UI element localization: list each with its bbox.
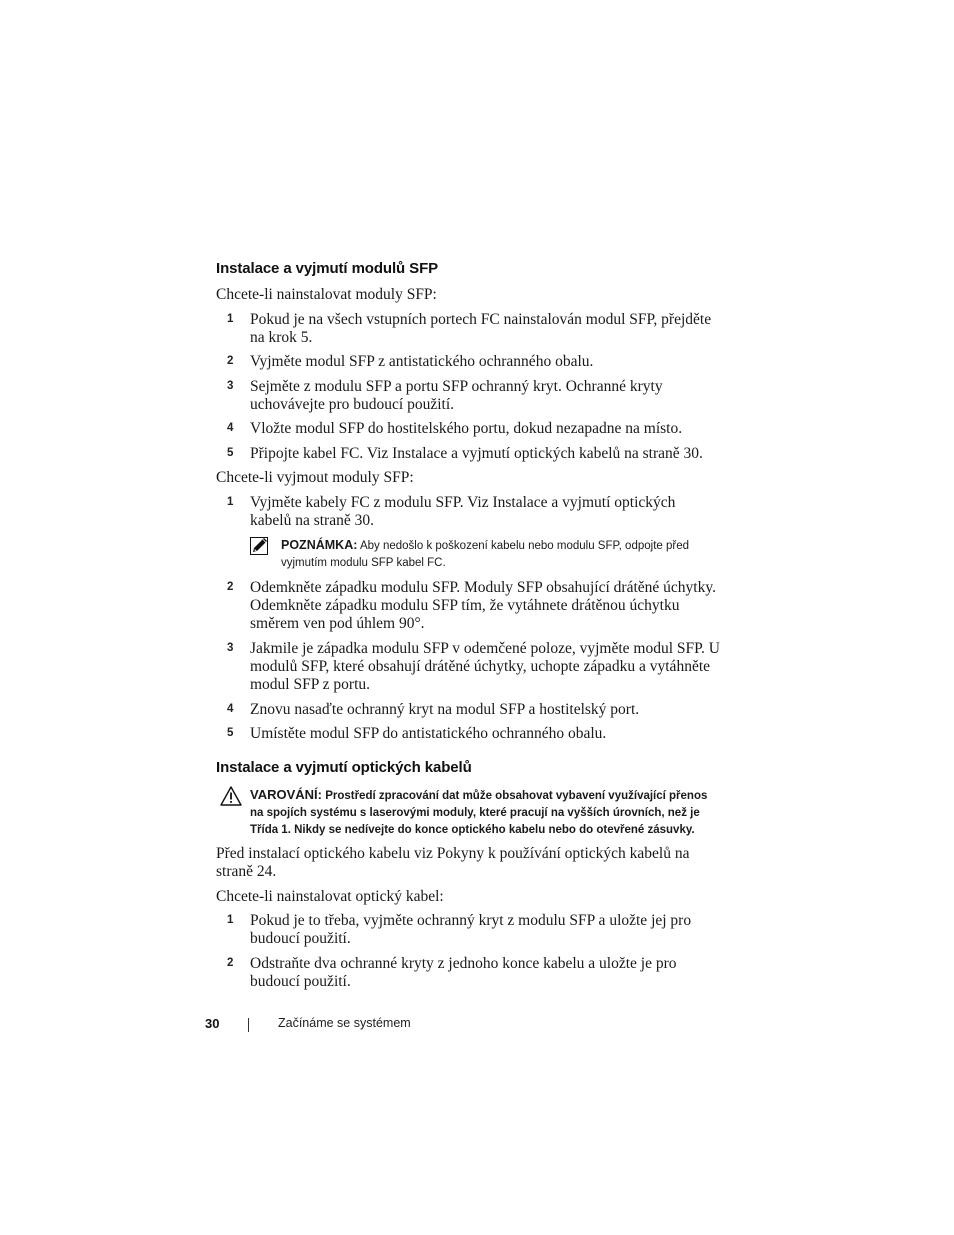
step-number: 3 (227, 642, 234, 654)
step-text: Jakmile je západka modulu SFP v odemčené poloze, vyjměte modul SFP. U modulů SFP, které obsahují drátěné úchytky, uchopte západku a vytáhněte modul SFP z portu. (250, 640, 720, 693)
step-number: 1 (227, 313, 234, 325)
before-install-text: Před instalací optického kabelu viz Pokyny k používání optických kabelů na straně 24. (216, 845, 690, 880)
step-text: Umístěte modul SFP do antistatického ochranného obalu. (250, 725, 607, 742)
step-text: Vyjměte kabely FC z modulu SFP. Viz Instalace a vyjmutí optických kabelů na straně 30. (250, 494, 676, 529)
step-text: Odemkněte západku modulu SFP. Moduly SFP obsahující drátěné úchytky. Odemkněte západku modulu SFP tím, že vytáhnete drátěnou úchytku směrem ven pod úhlem 90°. (250, 579, 716, 632)
step-number: 4 (227, 422, 234, 434)
step-number: 5 (227, 727, 234, 739)
step-number: 2 (227, 957, 234, 969)
section-heading-sfp: Instalace a vyjmutí modulů SFP (216, 260, 439, 277)
page-number: 30 (205, 1016, 220, 1031)
warning-label: VAROVÁNÍ: (250, 787, 322, 802)
step-text: Sejměte z modulu SFP a portu SFP ochranný kryt. Ochranné kryty uchovávejte pro budoucí použití. (250, 378, 663, 413)
note-label: POZNÁMKA: (281, 538, 358, 552)
note-body (281, 537, 721, 572)
footer-divider (248, 1018, 249, 1032)
install-intro-cable: Chcete-li nainstalovat optický kabel: (216, 888, 444, 905)
step-text: Pokud je na všech vstupních portech FC nainstalován modul SFP, přejděte na krok 5. (250, 311, 712, 346)
step-text: Znovu nasaďte ochranný kryt na modul SFP a hostitelský port. (250, 701, 640, 718)
step-text: Vyjměte modul SFP z antistatického ochranného obalu. (250, 353, 594, 370)
footer-doc-title: Začínáme se systémem (278, 1016, 411, 1030)
step-text: Pokud je to třeba, vyjměte ochranný kryt z modulu SFP a uložte jej pro budoucí použití. (250, 912, 692, 947)
step-text: Připojte kabel FC. Viz Instalace a vyjmutí optických kabelů na straně 30. (250, 445, 703, 462)
install-intro-sfp: Chcete-li nainstalovat moduly SFP: (216, 286, 437, 303)
warning-triangle-icon (220, 786, 242, 806)
section-heading-optical-cables: Instalace a vyjmutí optických kabelů (216, 759, 472, 776)
note-pencil-icon (250, 537, 272, 555)
step-number: 5 (227, 447, 234, 459)
remove-intro-sfp: Chcete-li vyjmout moduly SFP: (216, 469, 414, 486)
warning-body (250, 786, 720, 839)
step-number: 1 (227, 496, 234, 508)
step-number: 3 (227, 380, 234, 392)
step-number: 2 (227, 581, 234, 593)
warning-text: Prostředí zpracování dat může obsahovat vybavení využívající přenos na spojích systému s laserovými moduly, které pracují na vyšších úrovních, než je Třída 1. Nikdy se nedívejte do konce optického kabelu nebo do otevřené zásuvky. (250, 790, 708, 836)
step-number: 1 (227, 914, 234, 926)
step-number: 4 (227, 703, 234, 715)
note-text: Aby nedošlo k poškození kabelu nebo modulu SFP, odpojte před vyjmutím modulu SFP kabel FC. (281, 540, 689, 569)
step-number: 2 (227, 355, 234, 367)
step-text: Vložte modul SFP do hostitelského portu, dokud nezapadne na místo. (250, 420, 683, 437)
step-text: Odstraňte dva ochranné kryty z jednoho konce kabelu a uložte je pro budoucí použití. (250, 955, 677, 990)
